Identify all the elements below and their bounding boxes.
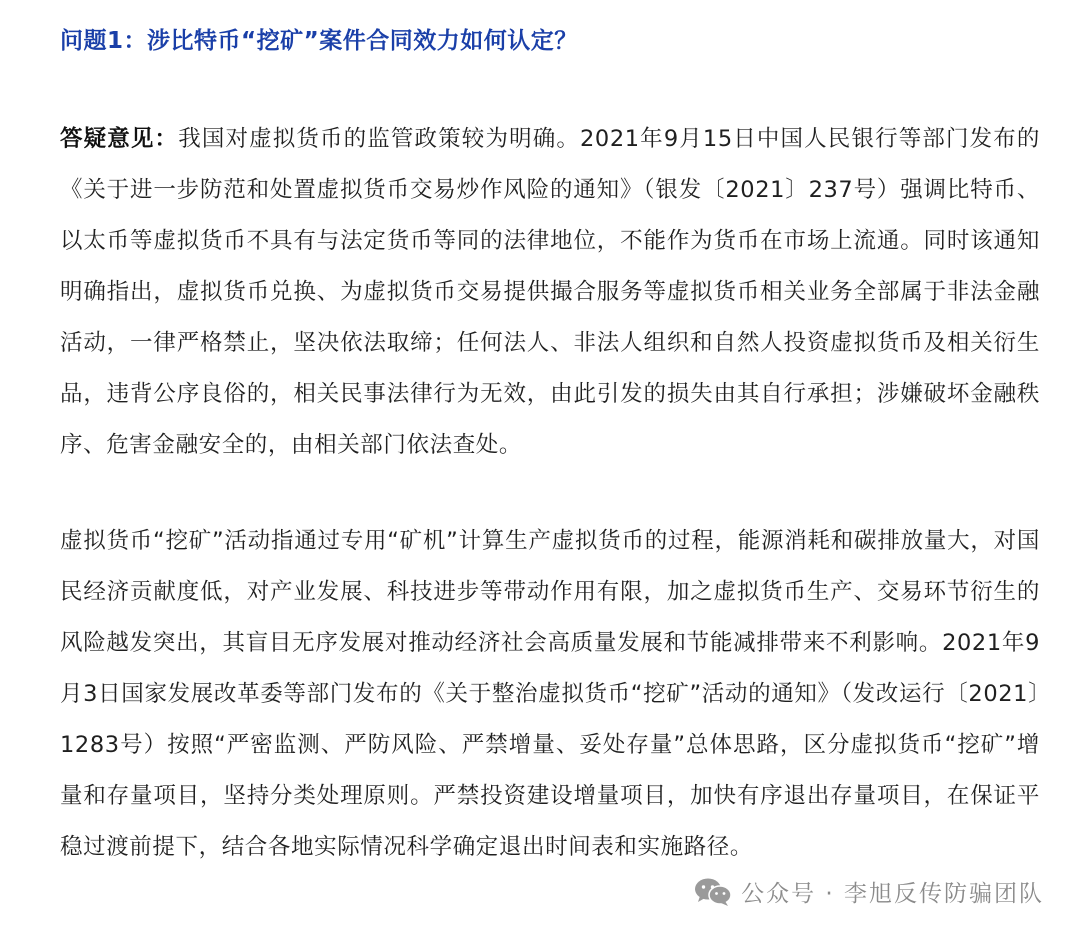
- watermark: [693, 875, 1044, 908]
- answer-text: 我国对虚拟货币的监管政策较为明确。2021年9月15日中国人民银行等部门发布的《关于进一步防范和处置虚拟货币交易炒作风险的通知》（银发〔2021〕237号）强调比特币、以太币等虚拟货币不具有与法定货币等同的法律地位，不能作为货币在市场上流通。同时该通知明确指出，虚拟货币兑换、为虚拟货币交易提供撮合服务等虚拟货币相关业务全部属于非法金融活动，一律严格禁止，坚决依法取缔；任何法人、非法人组织和自然人投资虚拟货币及相关衍生品，违背公序良俗的，相关民事法律行为无效，由此引发的损失由其自行承担；涉嫌破坏金融秩序、危害金融安全的，由相关部门依法查处。: [60, 126, 1040, 458]
- question-title: 问题1：涉比特币“挖矿”案件合同效力如何认定？: [60, 28, 578, 54]
- answer-label: 答疑意见：: [60, 126, 179, 152]
- watermark-text: 公众号 · 李旭反传防骗团队: [741, 881, 1044, 907]
- wechat-icon: [693, 877, 733, 907]
- answer-paragraph: [60, 114, 1040, 471]
- mining-paragraph: 虚拟货币“挖矿”活动指通过专用“矿机”计算生产虚拟货币的过程，能源消耗和碳排放量大，对国民经济贡献度低，对产业发展、科技进步等带动作用有限，加之虚拟货币生产、交易环节衍生的风险越发突出，其盲目无序发展对推动经济社会高质量发展和节能减排带来不利影响。2021年9月3日国家发展改革委等部门发布的《关于整治虚拟货币“挖矿”活动的通知》（发改运行〔2021〕1283号）按照“严密监测、严防风险、严禁增量、妥处存量”总体思路，区分虚拟货币“挖矿”增量和存量项目，坚持分类处理原则。严禁投资建设增量项目，加快有序退出存量项目，在保证平稳过渡前提下，结合各地实际情况科学确定退出时间表和实施路径。: [60, 528, 1040, 860]
